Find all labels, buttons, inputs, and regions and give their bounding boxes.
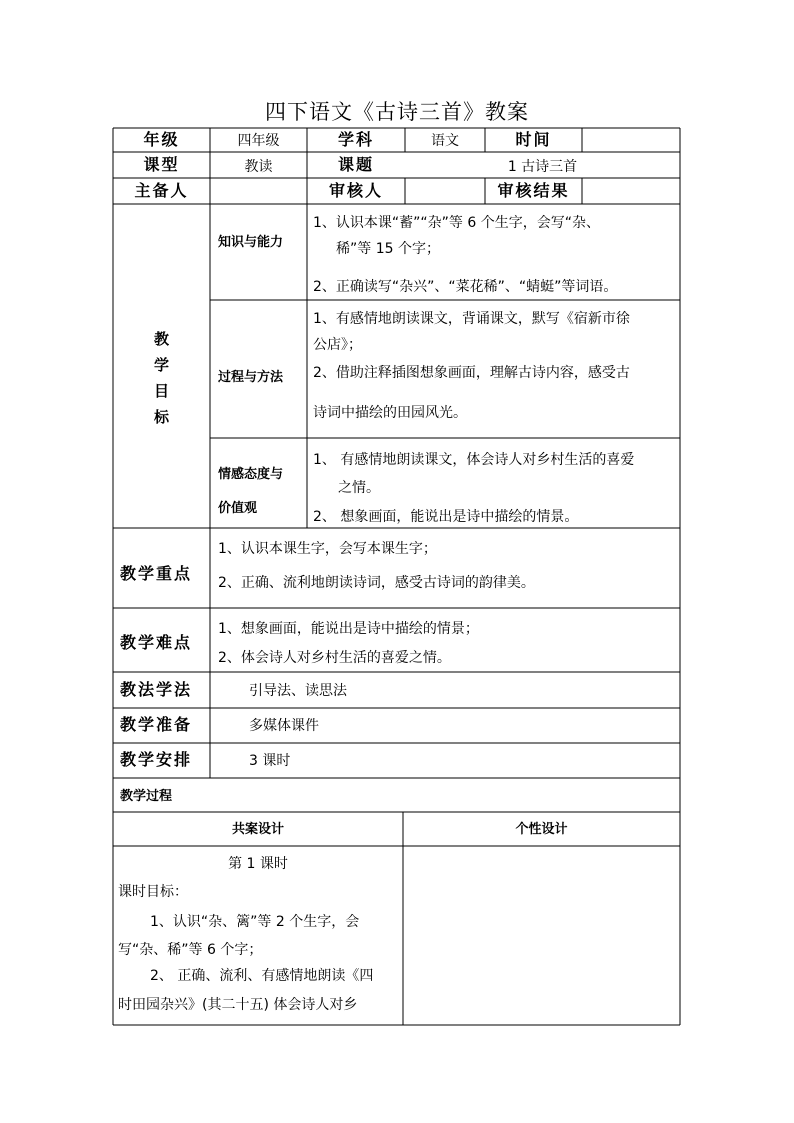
shared-design-header: 共案设计 [231,822,284,837]
process-line: 1、有感情地朗读课文，背诵课文，默写《宿新市徐 [313,311,630,327]
type-label: 课型 [143,155,180,174]
methods-label: 教法学法 [120,680,193,699]
subject-value: 语文 [431,133,459,149]
process-section-label: 教学过程 [120,789,173,804]
schedule-value: 3 课时 [249,753,291,769]
goals-label-char: 目 [153,382,169,400]
review-result-label: 审核结果 [497,181,570,200]
emotion-label: 情感态度与 [218,467,284,482]
knowledge-line: 1、认识本课“蓄”“杂”等 6 个生字，会写“杂、 [313,215,600,231]
emotion-line: 2、 想象画面，能说出是诗中描绘的情景。 [313,509,579,525]
process-content-line: 写“杂、稀”等 6 个字； [118,942,263,958]
topic-label: 课题 [337,155,374,174]
key-points-line: 1、认识本课生字，会写本课生字； [218,541,437,557]
goals-label-char: 教 [153,330,169,348]
process-line: 公店》； [313,337,362,353]
personal-design-header: 个性设计 [515,822,568,837]
goals-label-char: 标 [153,408,169,426]
time-label: 时间 [515,130,552,149]
difficulties-label: 教学难点 [120,633,193,652]
process-content-line: 时田园杂兴》(其二十五) 体会诗人对乡 [118,997,358,1013]
goals-label-char: 学 [153,356,169,374]
page-title: 四下语文《古诗三首》教案 [265,100,529,124]
methods-value: 引导法、读思法 [249,683,347,699]
reviewer-label: 审核人 [328,181,383,200]
grade-value: 四年级 [237,133,280,149]
emotion-line: 之情。 [338,480,380,496]
subject-label: 学科 [337,130,374,149]
process-line: 诗词中描绘的田园风光。 [313,405,467,421]
difficulties-line: 1、想象画面，能说出是诗中描绘的情景； [218,621,479,637]
emotion-label: 价值观 [218,501,258,516]
process-content-line: 2、 正确、流利、有感情地朗读《四 [150,968,374,984]
type-value: 教读 [244,159,273,175]
preparation-label: 教学准备 [120,715,193,734]
process-label: 过程与方法 [218,370,284,385]
knowledge-label: 知识与能力 [218,235,284,250]
key-points-label: 教学重点 [120,564,193,583]
goals-label [113,326,210,430]
emotion-line: 1、 有感情地朗读课文，体会诗人对乡村生活的喜爱 [313,452,635,468]
key-points-line: 2、正确、流利地朗读诗词，感受古诗词的韵律美。 [218,575,535,591]
knowledge-line: 稀”等 15 个字； [336,241,440,257]
preparation-value: 多媒体课件 [249,718,319,734]
grade-label: 年级 [143,130,180,149]
process-line: 2、借助注释插图想象画面，理解古诗内容，感受古 [313,365,630,381]
process-content-line: 课时目标： [118,884,188,900]
topic-value: 1 古诗三首 [507,159,578,175]
schedule-label: 教学安排 [120,750,193,769]
lesson-heading: 第 1 课时 [228,856,288,872]
preparer-label: 主备人 [134,181,189,200]
knowledge-line: 2、正确读写“杂兴”、“菜花稀”、“蜻蜓”等词语。 [313,279,618,295]
difficulties-line: 2、体会诗人对乡村生活的喜爱之情。 [218,650,451,666]
process-content-line: 1、认识“杂、篱”等 2 个生字，会 [150,914,360,930]
